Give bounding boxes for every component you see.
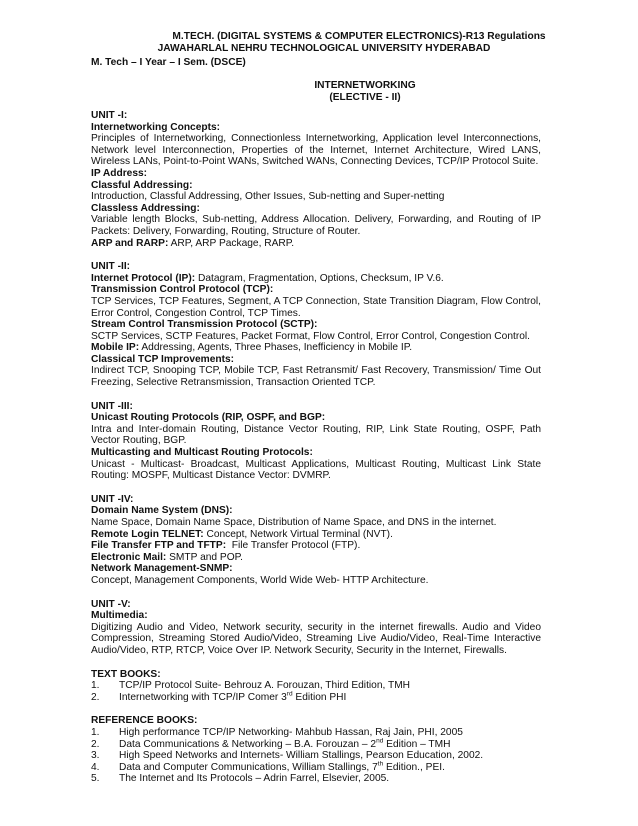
unit-2-topic-text: Indirect TCP, Snooping TCP, Mobile TCP, Fast Retransmit/ Fast Recovery, Transmission/ Time Out Freezing, Selective Retransmission, Transaction Oriented TCP.	[91, 365, 541, 389]
unit-4-topic-heading: File Transfer FTP and TFTP:	[91, 540, 227, 552]
unit-1-topic-text: Principles of Internetworking, Connectionless Internetworking, Application level Interconnections, Network level Interconnection, Properties of the Internet, Internet Architecture, Wired LANS, Wireless LANs, Point-to-Point WANs, Switched WANs, Connecting Devices, TCP/IP Protocol Suite.	[91, 133, 541, 168]
regulation-header: M.TECH. (DIGITAL SYSTEMS & COMPUTER ELECTRONICS)-R13 Regulations	[172, 31, 546, 42]
unit-3-topic-heading: Multicasting and Multicast Routing Protocols:	[91, 447, 313, 459]
reference-book-item	[91, 762, 541, 774]
unit-2-topic-line	[91, 342, 541, 354]
reference-book-item	[91, 750, 541, 762]
text-book-item	[91, 680, 541, 692]
item-text: TCP/IP Protocol Suite- Behrouz A. Forouzan, Third Edition, TMH	[119, 680, 411, 692]
unit-5-heading: UNIT -V:	[91, 598, 131, 610]
text-books-heading: TEXT BOOKS:	[91, 668, 161, 680]
item-text-part: Data Communications & Networking – B.A. Forouzan – 2	[119, 738, 377, 750]
unit-4-topic-heading: Electronic Mail:	[91, 551, 167, 563]
item-number: 4.	[91, 761, 100, 773]
unit-1-topic-heading: IP Address:	[91, 167, 148, 179]
unit-3-topic-text: Intra and Inter-domain Routing, Distance Vector Routing, RIP, Link State Routing, OSPF, Path Vector Routing, BGP.	[91, 423, 541, 447]
ordinal-suffix: th	[377, 760, 384, 768]
item-text-part: Edition PHI	[292, 691, 347, 703]
semester-header: M. Tech – I Year – I Sem. (DSCE)	[91, 57, 246, 68]
unit-2-topic-text: TCP Services, TCP Features, Segment, A TCP Connection, State Transition Diagram, Flow Control, Error Control, Congestion Control, TCP Times.	[91, 295, 541, 319]
item-number: 2.	[91, 691, 100, 703]
reference-book-item	[91, 773, 541, 785]
item-number: 2.	[91, 738, 100, 750]
unit-2-topic-text: SCTP Services, SCTP Features, Packet Format, Flow Control, Error Control, Congestion Control.	[91, 330, 530, 342]
unit-1-topic-text: ARP, ARP Package, RARP.	[168, 237, 295, 249]
unit-1-heading: UNIT -I:	[91, 110, 128, 121]
unit-5-topic-text: Digitizing Audio and Video, Network security, security in the internet firewalls. Audio and Video Compression, Streaming Stored Audio/Video, Streaming Live Audio/Video, Real-Time Interactive Audio/Video, RTP, RTCP, Voice Over IP. Network Security, Security in the Internet, Firewalls.	[91, 621, 541, 656]
item-number: 1.	[91, 726, 100, 738]
item-text-part: Edition – TMH	[383, 738, 451, 750]
unit-5-topic-heading: Multimedia:	[91, 610, 148, 622]
unit-4-topic-text: SMTP and POP.	[166, 551, 243, 563]
item-text-part: Data and Computer Communications, William Stallings, 7	[119, 761, 378, 773]
unit-3-heading: UNIT -III:	[91, 400, 133, 412]
reference-book-item	[91, 727, 541, 739]
unit-1-topic-text: Variable length Blocks, Sub-netting, Address Allocation. Delivery, Forwarding, and Routing of IP Packets: Delivery, Forwarding, Routing, Structure of Router.	[91, 214, 541, 237]
item-text	[119, 692, 346, 704]
university-header: JAWAHARLAL NEHRU TECHNOLOGICAL UNIVERSITY HYDERABAD	[157, 43, 491, 54]
item-text-part: Internetworking with TCP/IP Comer 3	[119, 691, 287, 703]
unit-4-topic-line	[91, 540, 541, 552]
syllabus-content	[91, 110, 541, 785]
item-text	[119, 762, 445, 774]
course-title-block	[230, 80, 500, 103]
reference-books-heading: REFERENCE BOOKS:	[91, 715, 198, 727]
unit-2-topic-text: Datagram, Fragmentation, Options, Checksum, IP V.6.	[195, 272, 444, 284]
unit-4-heading: UNIT -IV:	[91, 493, 134, 505]
section-gap	[91, 482, 541, 494]
unit-2-topic-heading: Transmission Control Protocol (TCP):	[91, 284, 274, 296]
course-title: INTERNETWORKING	[314, 80, 416, 91]
section-gap	[91, 389, 541, 401]
unit-1-topic-heading: ARP and RARP:	[91, 237, 169, 249]
unit-4-topic-heading: Remote Login TELNET:	[91, 528, 204, 540]
unit-2-heading: UNIT -II:	[91, 261, 131, 273]
unit-2-topic-heading: Classical TCP Improvements:	[91, 353, 235, 365]
unit-1-topic-heading: Classful Addressing:	[91, 179, 193, 191]
unit-1-topic-line	[91, 238, 541, 250]
item-text: The Internet and Its Protocols – Adrin Farrel, Elsevier, 2005.	[119, 773, 390, 785]
item-text-part: Edition., PEI.	[383, 761, 445, 773]
item-number: 1.	[91, 680, 100, 692]
section-gap	[91, 703, 541, 715]
ordinal-suffix: rd	[286, 690, 293, 698]
unit-2-topic-heading: Mobile IP:	[91, 342, 140, 354]
unit-3-topic-heading: Unicast Routing Protocols (RIP, OSPF, and BGP:	[91, 412, 326, 424]
section-gap	[91, 587, 541, 599]
section-gap	[91, 657, 541, 669]
unit-4-topic-text: Name Space, Domain Name Space, Distribution of Name Space, and DNS in the internet.	[91, 517, 497, 528]
item-number: 3.	[91, 750, 100, 762]
unit-2-topic-text: Addressing, Agents, Three Phases, Inefficiency in Mobile IP.	[139, 342, 413, 354]
unit-1-topic-text: Introduction, Classful Addressing, Other Issues, Sub-netting and Super-netting	[91, 191, 445, 203]
unit-3-topic-text: Unicast - Multicast- Broadcast, Multicast Applications, Multicast Routing, Multicast Link State Routing: MOSPF, Multicast Distance Vector: DVMRP.	[91, 458, 541, 482]
unit-4-topic-line	[91, 552, 541, 564]
ordinal-suffix: nd	[376, 737, 384, 745]
unit-4-topic-text: Concept, Network Virtual Terminal (NVT).	[203, 528, 393, 540]
unit-4-topic-text: Concept, Management Components, World Wide Web- HTTP Architecture.	[91, 574, 429, 586]
unit-1-topic-heading: Classless Addressing:	[91, 202, 200, 214]
item-text: High performance TCP/IP Networking- Mahbub Hassan, Raj Jain, PHI, 2005	[119, 726, 463, 738]
unit-4-topic-text: File Transfer Protocol (FTP).	[226, 540, 361, 552]
item-text	[119, 739, 451, 751]
course-elective: (ELECTIVE - II)	[329, 91, 401, 103]
item-text: High Speed Networks and Internets- William Stallings, Pearson Education, 2002.	[119, 750, 484, 762]
reference-book-item	[91, 739, 541, 751]
section-gap	[91, 249, 541, 261]
unit-4-topic-heading: Domain Name System (DNS):	[91, 505, 233, 517]
text-book-item	[91, 692, 541, 704]
item-number: 5.	[91, 773, 100, 785]
unit-4-topic-line	[91, 529, 541, 541]
unit-2-topic-heading: Stream Control Transmission Protocol (SCTP):	[91, 319, 318, 331]
unit-1-topic-heading: Internetworking Concepts:	[91, 121, 221, 133]
unit-4-topic-heading: Network Management-SNMP:	[91, 563, 233, 575]
unit-2-topic-line	[91, 273, 541, 285]
unit-2-topic-heading: Internet Protocol (IP):	[91, 272, 196, 284]
